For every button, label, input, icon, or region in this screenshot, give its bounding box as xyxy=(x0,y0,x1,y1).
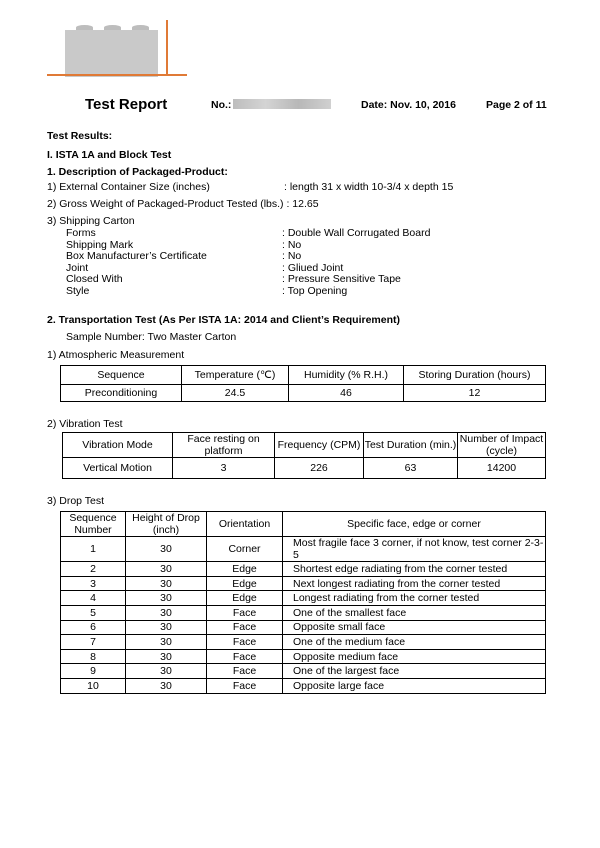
report-number-label: No.: xyxy=(211,99,232,111)
sample-number: Sample Number: Two Master Carton xyxy=(66,331,237,343)
table-cell: Face xyxy=(207,664,283,679)
table-row xyxy=(61,664,546,679)
table-cell: 30 xyxy=(126,664,207,679)
carton-field-label: Style xyxy=(66,285,90,297)
gross-weight: 2) Gross Weight of Packaged-Product Tested (lbs.) : 12.65 xyxy=(47,198,319,210)
table-header: Orientation xyxy=(207,512,283,537)
table-row xyxy=(61,385,546,402)
table-cell: Face xyxy=(207,679,283,694)
table-cell: Face xyxy=(207,606,283,621)
table-header-row xyxy=(61,512,546,537)
table-row xyxy=(61,591,546,606)
table-header: Humidity (% R.H.) xyxy=(289,366,404,385)
table-cell: 30 xyxy=(126,606,207,621)
shipping-carton-label: 3) Shipping Carton xyxy=(47,215,135,227)
table-header: Specific face, edge or corner xyxy=(283,512,546,537)
table-cell: Edge xyxy=(207,576,283,591)
container-size-label: 1) External Container Size (inches) xyxy=(47,181,210,193)
page-number: Page 2 of 11 xyxy=(486,99,547,111)
table-cell: One of the medium face xyxy=(283,635,546,650)
atmospheric-table xyxy=(60,365,546,402)
table-cell: 30 xyxy=(126,635,207,650)
carton-field-value: : Pressure Sensitive Tape xyxy=(282,273,401,285)
table-cell: One of the largest face xyxy=(283,664,546,679)
table-header: Number of Impact (cycle) xyxy=(458,433,546,458)
table-cell: 3 xyxy=(61,576,126,591)
table-cell: 63 xyxy=(364,458,458,479)
table-row xyxy=(61,635,546,650)
section-heading: I. ISTA 1A and Block Test xyxy=(47,149,172,161)
table-cell: 24.5 xyxy=(182,385,289,402)
table-cell: 30 xyxy=(126,576,207,591)
section-heading: 2. Transportation Test (As Per ISTA 1A: 2014 and Client’s Requirement) xyxy=(47,314,400,326)
table-cell: 30 xyxy=(126,591,207,606)
table-header: Temperature (℃) xyxy=(182,366,289,385)
drop-test-label: 3) Drop Test xyxy=(47,495,104,507)
table-cell: Preconditioning xyxy=(61,385,182,402)
vibration-table xyxy=(62,432,546,479)
logo xyxy=(65,30,158,77)
logo-divider-vertical xyxy=(166,20,168,76)
container-size-value: : length 31 x width 10-3/4 x depth 15 xyxy=(284,181,454,193)
table-header: Face resting on platform xyxy=(173,433,275,458)
carton-field-label: Box Manufacturer’s Certificate xyxy=(66,250,207,262)
table-cell: 9 xyxy=(61,664,126,679)
table-header: Sequence xyxy=(61,366,182,385)
table-cell: Next longest radiating from the corner tested xyxy=(283,576,546,591)
carton-field-label: Closed With xyxy=(66,273,123,285)
table-row xyxy=(61,620,546,635)
table-cell: 10 xyxy=(61,679,126,694)
table-row xyxy=(61,537,546,562)
vibration-label: 2) Vibration Test xyxy=(47,418,123,430)
table-cell: 30 xyxy=(126,562,207,577)
table-cell: Vertical Motion xyxy=(63,458,173,479)
table-cell: 8 xyxy=(61,649,126,664)
report-date: Date: Nov. 10, 2016 xyxy=(361,99,456,111)
table-header: Sequence Number xyxy=(61,512,126,537)
table-cell: 5 xyxy=(61,606,126,621)
table-cell: 30 xyxy=(126,537,207,562)
table-cell: 30 xyxy=(126,679,207,694)
table-cell: 46 xyxy=(289,385,404,402)
table-cell: One of the smallest face xyxy=(283,606,546,621)
carton-field-value: : Gliued Joint xyxy=(282,262,344,274)
carton-field-value: : Double Wall Corrugated Board xyxy=(282,227,431,239)
table-cell: 3 xyxy=(173,458,275,479)
results-heading: Test Results: xyxy=(47,130,113,142)
page-title: Test Report xyxy=(85,96,168,113)
carton-field-label: Shipping Mark xyxy=(66,239,134,251)
table-cell: 2 xyxy=(61,562,126,577)
table-cell: Opposite small face xyxy=(283,620,546,635)
table-row xyxy=(61,606,546,621)
carton-field-value: : No xyxy=(282,239,302,251)
table-header: Vibration Mode xyxy=(63,433,173,458)
carton-field-value: : Top Opening xyxy=(282,285,348,297)
drop-test-table xyxy=(60,511,546,694)
table-cell: 6 xyxy=(61,620,126,635)
table-cell: 14200 xyxy=(458,458,546,479)
atmospheric-label: 1) Atmospheric Measurement xyxy=(47,349,185,361)
table-cell: 1 xyxy=(61,537,126,562)
logo-divider-horizontal xyxy=(47,74,187,76)
table-header: Frequency (CPM) xyxy=(275,433,364,458)
table-row xyxy=(61,649,546,664)
table-cell: 4 xyxy=(61,591,126,606)
table-row xyxy=(61,562,546,577)
table-cell: Face xyxy=(207,635,283,650)
table-cell: Corner xyxy=(207,537,283,562)
carton-field-label: Joint xyxy=(66,262,89,274)
table-cell: Shortest edge radiating from the corner tested xyxy=(283,562,546,577)
table-cell: Face xyxy=(207,620,283,635)
carton-field-label: Forms xyxy=(66,227,96,239)
table-row xyxy=(61,576,546,591)
table-cell: Most fragile face 3 corner, if not know, test corner 2-3-5 xyxy=(283,537,546,562)
table-cell: 226 xyxy=(275,458,364,479)
table-cell: 30 xyxy=(126,649,207,664)
table-cell: Face xyxy=(207,649,283,664)
table-row xyxy=(63,458,546,479)
table-cell: 30 xyxy=(126,620,207,635)
table-cell: Opposite medium face xyxy=(283,649,546,664)
table-header: Test Duration (min.) xyxy=(364,433,458,458)
table-cell: 12 xyxy=(404,385,546,402)
table-cell: Longest radiating from the corner tested xyxy=(283,591,546,606)
table-row xyxy=(61,679,546,694)
report-number-redacted xyxy=(233,99,331,109)
table-cell: Opposite large face xyxy=(283,679,546,694)
table-header-row xyxy=(61,366,546,385)
table-header-row xyxy=(63,433,546,458)
subsection-heading: 1. Description of Packaged-Product: xyxy=(47,166,228,178)
table-header: Height of Drop (inch) xyxy=(126,512,207,537)
table-header: Storing Duration (hours) xyxy=(404,366,546,385)
carton-field-value: : No xyxy=(282,250,302,262)
table-cell: 7 xyxy=(61,635,126,650)
table-cell: Edge xyxy=(207,591,283,606)
table-cell: Edge xyxy=(207,562,283,577)
